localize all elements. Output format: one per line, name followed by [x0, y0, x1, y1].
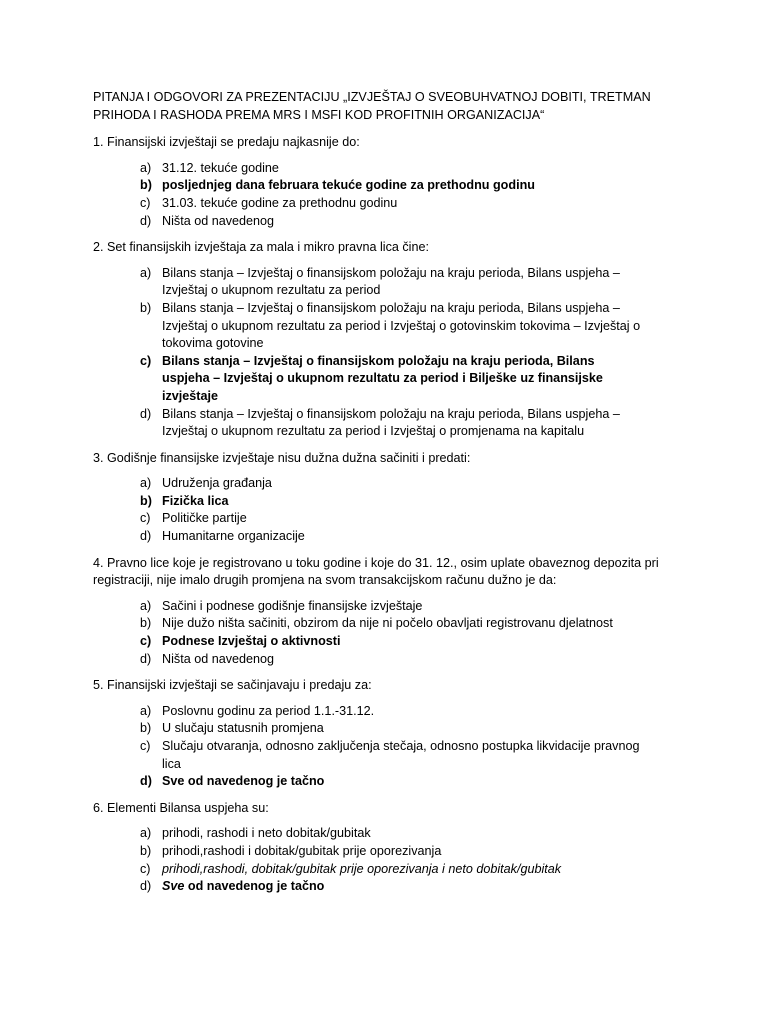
question-text: 6. Elementi Bilansa uspjeha su: — [93, 800, 269, 815]
answer-item — [93, 213, 693, 231]
answer-item — [93, 528, 693, 546]
answer-letter: b) — [140, 178, 152, 193]
answer-item — [93, 615, 693, 633]
answer-item — [93, 825, 693, 843]
answer-letter: b) — [140, 493, 152, 508]
answer-item — [93, 406, 693, 441]
question-6 — [93, 800, 693, 896]
answer-text: Udruženja građanja — [162, 476, 272, 491]
answer-letter: c) — [140, 511, 151, 526]
answer-text: U slučaju statusnih promjena — [162, 721, 324, 736]
answer-item-correct — [93, 878, 693, 896]
answer-text: Humanitarne organizacije — [162, 529, 305, 544]
question-text: 3. Godišnje finansijske izvještaje nisu dužna dužna sačiniti i predati: — [93, 450, 471, 465]
answer-text: Ništa od navedenog — [162, 651, 275, 666]
answer-list — [93, 598, 693, 668]
answer-letter: a) — [140, 476, 152, 491]
answer-letter: d) — [140, 529, 152, 544]
answer-letter: c) — [140, 353, 152, 368]
question-text: 5. Finansijski izvještaji se sačinjavaju i predaju za: — [93, 678, 372, 693]
answer-list — [93, 160, 693, 230]
answer-text: Fizička lica — [162, 493, 229, 508]
answer-item — [93, 843, 693, 861]
answer-letter: c) — [140, 195, 151, 210]
answer-list — [93, 475, 693, 545]
answer-text: Bilans stanja – Izvještaj o finansijskom položaju na kraju perioda, Bilans uspjeha – Izvještaj o ukupnom rezultatu za period i Izvještaj o promjenama na kapitalu — [162, 406, 620, 439]
answer-text-rest: od navedenog je tačno — [184, 879, 325, 894]
answer-letter: c) — [140, 861, 151, 876]
answer-item — [93, 738, 693, 773]
answer-list — [93, 703, 693, 791]
answer-list — [93, 265, 693, 441]
answer-item — [93, 475, 693, 493]
answer-item-correct — [93, 177, 693, 195]
answer-item — [93, 195, 693, 213]
answer-letter: a) — [140, 598, 152, 613]
answer-letter: b) — [140, 616, 152, 631]
answer-text: posljednjeg dana februara tekuće godine za prethodnu godinu — [162, 178, 535, 193]
answer-letter: d) — [140, 879, 152, 894]
question-2 — [93, 239, 693, 441]
answer-item-correct — [93, 353, 693, 406]
answer-item — [93, 265, 693, 300]
answer-letter: d) — [140, 406, 152, 421]
answer-item-correct — [93, 493, 693, 511]
question-1 — [93, 134, 693, 230]
answer-text: prihodi,rashodi i dobitak/gubitak prije oporezivanja — [162, 843, 442, 858]
answer-letter: d) — [140, 651, 152, 666]
question-text: 2. Set finansijskih izvještaja za mala i mikro pravna lica čine: — [93, 240, 429, 255]
answer-text: Slučaju otvaranja, odnosno zaključenja stečaja, odnosno postupka likvidacije pravnog lica — [162, 739, 640, 771]
answer-text: Političke partije — [162, 511, 247, 526]
question-4 — [93, 555, 693, 669]
answer-text: Poslovnu godinu za period 1.1.-31.12. — [162, 703, 375, 718]
answer-text: Bilans stanja – Izvještaj o finansijskom položaju na kraju perioda, Bilans uspjeha – Izvještaj o ukupnom rezultatu za period — [162, 265, 620, 298]
question-text: 4. Pravno lice koje je registrovano u toku godine i koje do 31. 12., osim uplate obaveznog depozita pri registraciji, nije imalo drugih promjena na svom transakcijskom računu dužno je da: — [93, 555, 659, 588]
answer-text: Bilans stanja – Izvještaj o finansijskom položaju na kraju perioda, Bilans uspjeha – Izvještaj o ukupnom rezultatu za period i Bilješke uz finansijske izvještaje — [162, 353, 603, 403]
answer-item — [93, 300, 693, 353]
answer-letter: a) — [140, 265, 152, 280]
answer-item — [93, 703, 693, 721]
answer-item — [93, 160, 693, 178]
answer-text: prihodi, rashodi i neto dobitak/gubitak — [162, 826, 371, 841]
answer-item-correct — [93, 773, 693, 791]
answer-text-emphasis: Sve — [162, 879, 185, 894]
answer-letter: c) — [140, 739, 151, 753]
answer-list — [93, 825, 693, 895]
answer-text: Sve od navedenog je tačno — [162, 774, 325, 789]
answer-letter: b) — [140, 721, 152, 736]
answer-item — [93, 861, 693, 879]
answer-text: 31.03. tekuće godine za prethodnu godinu — [162, 195, 398, 210]
answer-letter: a) — [140, 703, 152, 718]
answer-item — [93, 510, 693, 528]
answer-item — [93, 720, 693, 738]
answer-text: prihodi,rashodi, dobitak/gubitak prije oporezivanja i neto dobitak/gubitak — [162, 861, 562, 876]
answer-item — [93, 651, 693, 669]
answer-text: Bilans stanja – Izvještaj o finansijskom položaju na kraju perioda, Bilans uspjeha – Izvještaj o ukupnom rezultatu za period i Izvještaj o gotovinskim tokovima – Izvještaj o tokovima gotovine — [162, 300, 641, 351]
document-title: PITANJA I ODGOVORI ZA PREZENTACIJU „IZVJEŠTAJ O SVEOBUHVATNOJ DOBITI, TRETMAN PRIHODA I RASHODA PREMA MRS I MSFI KOD PROFITNIH ORGANIZACIJA“ — [93, 90, 651, 122]
document-content — [93, 89, 693, 905]
question-text: 1. Finansijski izvještaji se predaju najkasnije do: — [93, 135, 360, 150]
answer-text: Nije dužo ništa sačiniti, obzirom da nije ni počelo obavljati registrovanu djelatnost — [162, 616, 613, 631]
answer-text: 31.12. tekuće godine — [162, 160, 279, 175]
answer-letter: b) — [140, 843, 152, 858]
answer-letter: d) — [140, 774, 152, 789]
answer-text: Ništa od navedenog — [162, 213, 275, 228]
answer-item — [93, 598, 693, 616]
answer-letter: b) — [140, 300, 152, 315]
question-3 — [93, 450, 693, 546]
answer-text: Sačini i podnese godišnje finansijske izvještaje — [162, 598, 423, 613]
answer-letter: c) — [140, 634, 152, 649]
answer-item-correct — [93, 633, 693, 651]
answer-letter: a) — [140, 160, 152, 175]
answer-letter: d) — [140, 213, 152, 228]
answer-text: Podnese Izvještaj o aktivnosti — [162, 634, 341, 649]
answer-text — [162, 878, 693, 896]
question-5 — [93, 677, 693, 791]
answer-letter: a) — [140, 826, 152, 841]
